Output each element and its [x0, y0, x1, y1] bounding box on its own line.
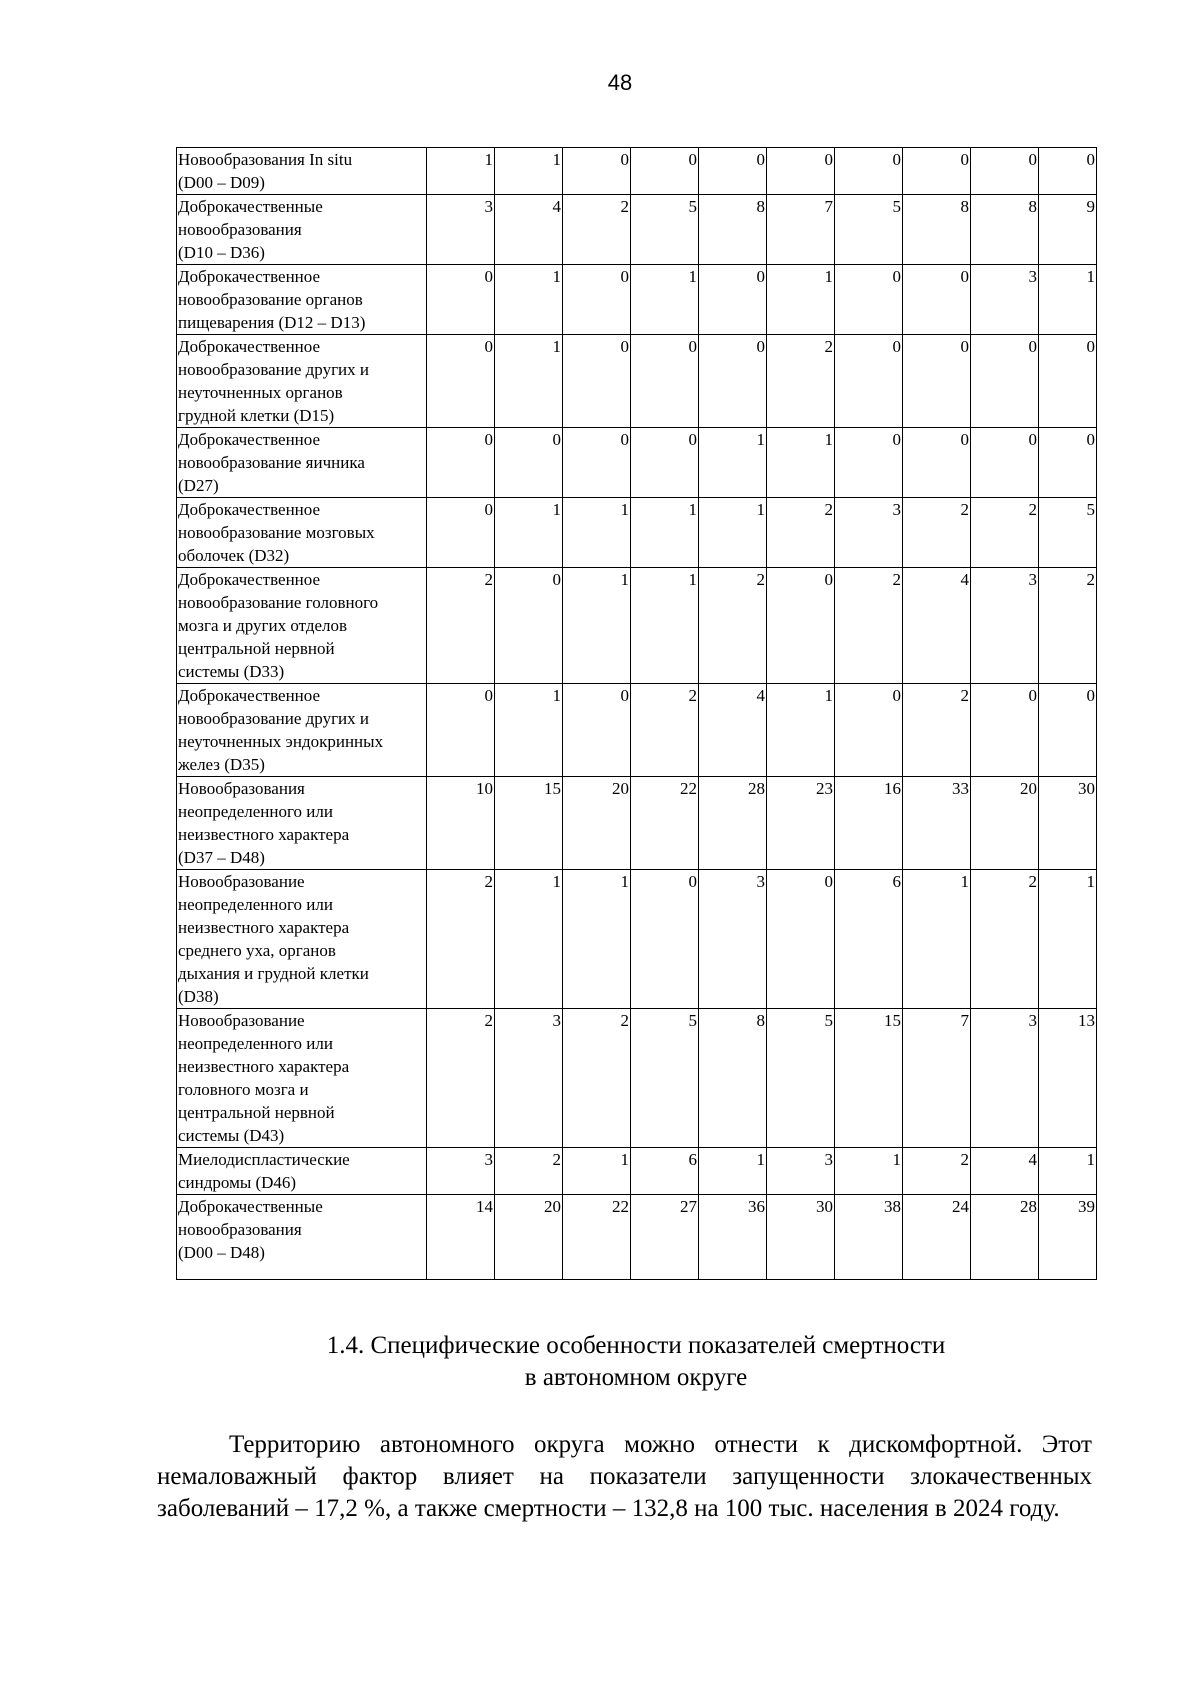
value-cell: 2: [767, 335, 835, 428]
value-cell: 7: [767, 195, 835, 265]
value-cell: 0: [835, 335, 903, 428]
value-cell: 0: [971, 428, 1039, 498]
table-row: [177, 148, 1097, 195]
table-row: [177, 265, 1097, 335]
table-row: [177, 335, 1097, 428]
value-cell: 28: [699, 777, 767, 870]
value-cell: 5: [767, 1009, 835, 1148]
value-cell: 2: [563, 1009, 631, 1148]
value-cell: 0: [1039, 428, 1097, 498]
value-cell: 1: [495, 870, 563, 1009]
value-cell: 8: [971, 195, 1039, 265]
value-cell: 3: [971, 568, 1039, 684]
table-row: [177, 1009, 1097, 1148]
value-cell: 0: [903, 148, 971, 195]
value-cell: 2: [631, 684, 699, 777]
value-cell: 1: [835, 1148, 903, 1195]
value-cell: 3: [971, 265, 1039, 335]
value-cell: 36: [699, 1195, 767, 1280]
value-cell: 1: [427, 148, 495, 195]
value-cell: 1: [1039, 870, 1097, 1009]
value-cell: 4: [903, 568, 971, 684]
section-heading-line-2: в автономном округе: [524, 1364, 748, 1391]
value-cell: 0: [563, 148, 631, 195]
value-cell: 1: [699, 1148, 767, 1195]
value-cell: 0: [767, 870, 835, 1009]
value-cell: 13: [1039, 1009, 1097, 1148]
value-cell: 1: [563, 870, 631, 1009]
value-cell: 2: [1039, 568, 1097, 684]
section-heading: [176, 1330, 1096, 1394]
table-row: [177, 1148, 1097, 1195]
value-cell: 8: [699, 1009, 767, 1148]
value-cell: 0: [767, 568, 835, 684]
value-cell: 22: [563, 1195, 631, 1280]
value-cell: 16: [835, 777, 903, 870]
table-row: [177, 1195, 1097, 1280]
value-cell: 1: [631, 265, 699, 335]
value-cell: 2: [767, 498, 835, 568]
value-cell: 5: [835, 195, 903, 265]
table-row: [177, 195, 1097, 265]
value-cell: 2: [971, 870, 1039, 1009]
value-cell: 2: [835, 568, 903, 684]
value-cell: 23: [767, 777, 835, 870]
value-cell: 3: [495, 1009, 563, 1148]
value-cell: 1: [631, 498, 699, 568]
value-cell: 0: [427, 265, 495, 335]
value-cell: 30: [767, 1195, 835, 1280]
table-row: [177, 684, 1097, 777]
value-cell: 1: [1039, 1148, 1097, 1195]
value-cell: 2: [971, 498, 1039, 568]
value-cell: 4: [495, 195, 563, 265]
value-cell: 0: [903, 428, 971, 498]
value-cell: 4: [699, 684, 767, 777]
row-label: Доброкачественное новообразование головного мозга и других отделов центральной нервной системы (D33): [177, 568, 427, 684]
value-cell: 1: [767, 428, 835, 498]
row-label: Доброкачественное новообразование органов пищеварения (D12 – D13): [177, 265, 427, 335]
value-cell: 1: [495, 335, 563, 428]
value-cell: 0: [427, 684, 495, 777]
value-cell: 1: [903, 870, 971, 1009]
value-cell: 2: [427, 568, 495, 684]
value-cell: 1: [631, 568, 699, 684]
value-cell: 2: [903, 684, 971, 777]
value-cell: 4: [971, 1148, 1039, 1195]
neoplasm-table: [176, 147, 1097, 1280]
value-cell: 3: [427, 195, 495, 265]
value-cell: 3: [971, 1009, 1039, 1148]
value-cell: 0: [835, 428, 903, 498]
value-cell: 24: [903, 1195, 971, 1280]
value-cell: 2: [495, 1148, 563, 1195]
value-cell: 2: [903, 498, 971, 568]
value-cell: 0: [563, 335, 631, 428]
row-label: Доброкачественное новообразование других и неуточненных органов грудной клетки (D15): [177, 335, 427, 428]
table-row: [177, 498, 1097, 568]
value-cell: 0: [699, 148, 767, 195]
value-cell: 20: [563, 777, 631, 870]
value-cell: 0: [427, 428, 495, 498]
value-cell: 5: [631, 195, 699, 265]
value-cell: 8: [903, 195, 971, 265]
value-cell: 28: [971, 1195, 1039, 1280]
value-cell: 2: [427, 1009, 495, 1148]
value-cell: 20: [971, 777, 1039, 870]
value-cell: 0: [495, 428, 563, 498]
value-cell: 3: [427, 1148, 495, 1195]
value-cell: 5: [1039, 498, 1097, 568]
value-cell: 1: [699, 428, 767, 498]
table-row: [177, 568, 1097, 684]
row-label: Миелодиспластические синдромы (D46): [177, 1148, 427, 1195]
value-cell: 15: [835, 1009, 903, 1148]
value-cell: 8: [699, 195, 767, 265]
value-cell: 0: [699, 335, 767, 428]
value-cell: 38: [835, 1195, 903, 1280]
value-cell: 22: [631, 777, 699, 870]
value-cell: 0: [971, 684, 1039, 777]
value-cell: 6: [631, 1148, 699, 1195]
row-label: Доброкачественное новообразование яичника (D27): [177, 428, 427, 498]
row-label: Доброкачественное новообразование мозговых оболочек (D32): [177, 498, 427, 568]
value-cell: 9: [1039, 195, 1097, 265]
row-label: Доброкачественное новообразование других и неуточненных эндокринных желез (D35): [177, 684, 427, 777]
value-cell: 0: [495, 568, 563, 684]
value-cell: 1: [563, 1148, 631, 1195]
value-cell: 3: [835, 498, 903, 568]
value-cell: 0: [767, 148, 835, 195]
value-cell: 0: [1039, 684, 1097, 777]
page-number: 48: [607, 70, 633, 95]
row-label: Доброкачественные новообразования (D00 – D48): [177, 1195, 427, 1280]
value-cell: 15: [495, 777, 563, 870]
value-cell: 0: [835, 148, 903, 195]
value-cell: 3: [767, 1148, 835, 1195]
value-cell: 2: [699, 568, 767, 684]
table-row: [177, 777, 1097, 870]
value-cell: 27: [631, 1195, 699, 1280]
value-cell: 0: [563, 684, 631, 777]
value-cell: 30: [1039, 777, 1097, 870]
row-label: Новообразования неопределенного или неизвестного характера (D37 – D48): [177, 777, 427, 870]
value-cell: 1: [495, 498, 563, 568]
row-label: Новообразование неопределенного или неизвестного характера головного мозга и центральной нервной системы (D43): [177, 1009, 427, 1148]
value-cell: 5: [631, 1009, 699, 1148]
value-cell: 3: [699, 870, 767, 1009]
value-cell: 0: [903, 265, 971, 335]
value-cell: 0: [903, 335, 971, 428]
value-cell: 1: [699, 498, 767, 568]
body-paragraph: Территорию автономного округа можно отнести к дискомфортной. Этот немаловажный фактор влияет на показатели запущенности злокачественных заболеваний – 17,2 %, а также смертности – 132,8 на 100 тыс. населения в 2024 году.: [157, 1431, 1092, 1522]
value-cell: 1: [767, 684, 835, 777]
value-cell: 10: [427, 777, 495, 870]
value-cell: 0: [427, 335, 495, 428]
value-cell: 0: [835, 265, 903, 335]
value-cell: 0: [631, 148, 699, 195]
value-cell: 0: [631, 870, 699, 1009]
value-cell: 0: [563, 428, 631, 498]
value-cell: 0: [971, 148, 1039, 195]
value-cell: 1: [563, 498, 631, 568]
value-cell: 39: [1039, 1195, 1097, 1280]
value-cell: 0: [1039, 335, 1097, 428]
value-cell: 14: [427, 1195, 495, 1280]
value-cell: 1: [495, 684, 563, 777]
value-cell: 0: [563, 265, 631, 335]
value-cell: 2: [903, 1148, 971, 1195]
value-cell: 20: [495, 1195, 563, 1280]
value-cell: 1: [495, 265, 563, 335]
value-cell: 0: [699, 265, 767, 335]
value-cell: 0: [835, 684, 903, 777]
table-row: [177, 870, 1097, 1009]
value-cell: 1: [1039, 265, 1097, 335]
row-label: Доброкачественные новообразования (D10 – D36): [177, 195, 427, 265]
value-cell: 7: [903, 1009, 971, 1148]
section-heading-line-1: 1.4. Специфические особенности показателей смертности: [326, 1332, 946, 1359]
value-cell: 0: [971, 335, 1039, 428]
value-cell: 2: [563, 195, 631, 265]
table-row: [177, 428, 1097, 498]
value-cell: 1: [563, 568, 631, 684]
value-cell: 0: [631, 335, 699, 428]
row-label: Новообразование неопределенного или неизвестного характера среднего уха, органов дыхания и грудной клетки (D38): [177, 870, 427, 1009]
value-cell: 0: [1039, 148, 1097, 195]
value-cell: 1: [495, 148, 563, 195]
row-label: Новообразования In situ (D00 – D09): [177, 148, 427, 195]
value-cell: 0: [427, 498, 495, 568]
value-cell: 2: [427, 870, 495, 1009]
value-cell: 1: [767, 265, 835, 335]
value-cell: 0: [631, 428, 699, 498]
value-cell: 6: [835, 870, 903, 1009]
value-cell: 33: [903, 777, 971, 870]
